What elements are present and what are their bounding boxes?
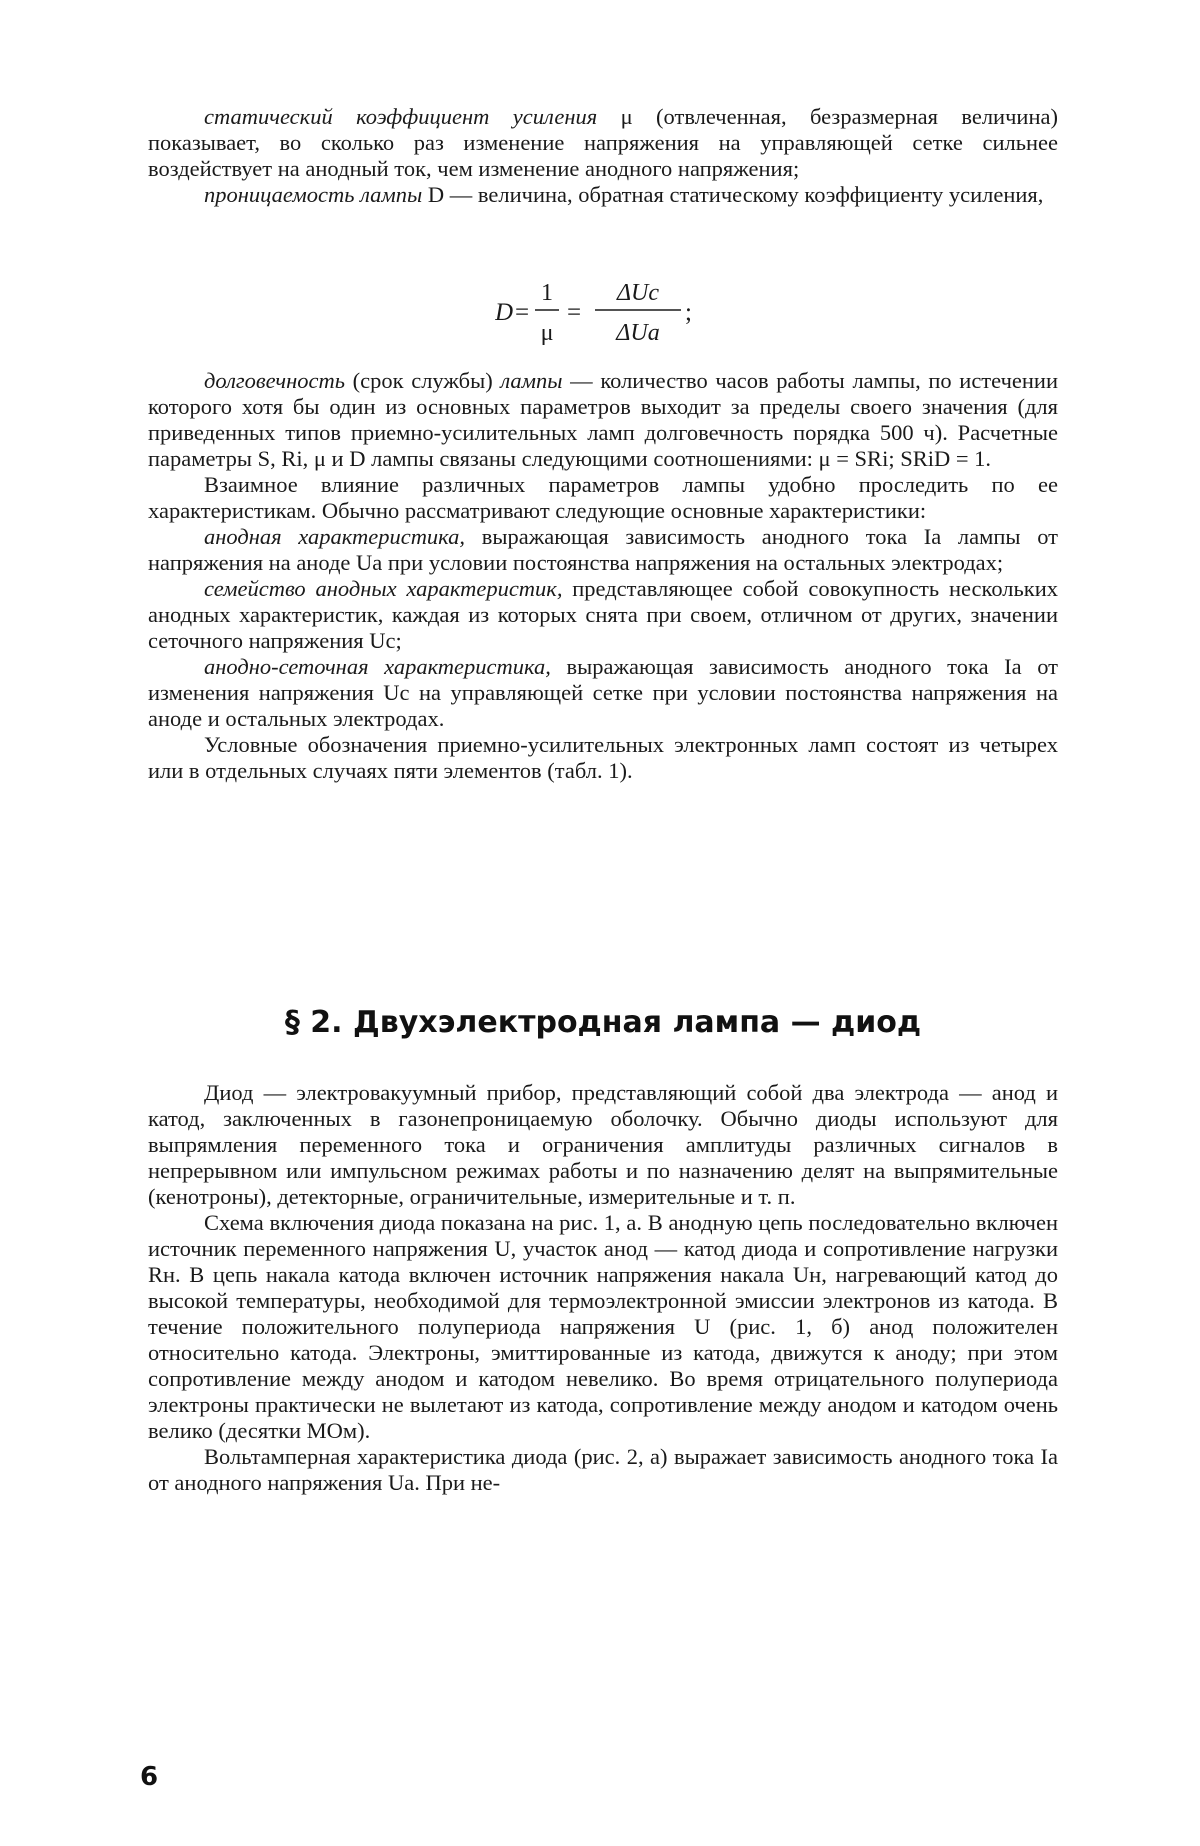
- term-permeability: проницаемость лампы: [204, 182, 423, 207]
- term-grid-characteristic: анодно-сеточная характеристика,: [204, 654, 551, 679]
- fraction2-denominator: ΔUa: [616, 320, 660, 346]
- definition-family-characteristics: представляющее собой совокупность нескольких анодных характеристик, каждая из которых снята при своем, отличном от других, значении сеточного напряжения Uс;: [148, 576, 1058, 653]
- page-number: 6: [140, 1762, 159, 1792]
- fraction2-numerator: ΔUc: [616, 280, 660, 306]
- paragraph-characteristics-intro: Взаимное влияние различных параметров лампы удобно проследить по ее характеристикам. Обычно рассматривают следующие основные характеристики:: [148, 472, 1058, 523]
- text-block-diode: [148, 1080, 1058, 1496]
- definition-anode-characteristic: выражающая зависимость анодного тока Iа лампы от напряжения на аноде Uа при условии постоянства напряжения на остальных электродах;: [148, 524, 1058, 575]
- paragraph-family-characteristics: [148, 576, 1058, 654]
- definition-permeability: D — величина, обратная статическому коэффициенту усиления,: [422, 182, 1044, 207]
- paragraph-permeability: [148, 182, 1058, 208]
- paragraph-designations: Условные обозначения приемно-усилительных электронных ламп состоят из четырех или в отдельных случаях пяти элементов (табл. 1).: [148, 732, 1058, 783]
- text-block-characteristics: [148, 368, 1058, 784]
- definition-gain-factor: μ (отвлеченная, безразмерная величина) показывает, во сколько раз изменение напряжения на управляющей сетке сильнее воздействует на анодный ток, чем изменение анодного напряжения;: [148, 104, 1058, 181]
- paragraph-volt-ampere: Вольтамперная характеристика диода (рис. 2, а) выражает зависимость анодного тока Iа от анодного напряжения Uа. При не-: [148, 1444, 1058, 1495]
- paragraph-durability: [148, 368, 1058, 472]
- definition-durability: — количество часов работы лампы, по истечении которого хотя бы один из основных параметров выходит за пределы своего значения (для приведенных типов приемно-усилительных ламп долговечность порядка 500 ч). Расчетные параметры S, Ri, μ и D лампы связаны следующими соотношениями: μ = SRi; SRiD = 1.: [148, 368, 1058, 471]
- text-block-parameters: [148, 104, 1058, 208]
- fraction1-denominator: μ: [540, 320, 554, 346]
- paragraph-diode-circuit: Схема включения диода показана на рис. 1, а. В анодную цепь последовательно включен источник переменного напряжения U, участок анод — катод диода и сопротивление нагрузки Rн. В цепь накала катода включен источник напряжения накала Uн, нагревающий катод до высокой температуры, необходимой для термоэлектронной эмиссии электронов из катода. В течение положительного полупериода напряжения U (рис. 1, б) анод положителен относительно катода. Электроны, эмиттированные из катода, движутся к аноду; при этом сопротивление между анодом и катодом невелико. Во время отрицательного полупериода электроны практически не вылетают из катода, сопротивление между анодом и катодом очень велико (десятки МОм).: [148, 1210, 1058, 1443]
- paragraph-grid-characteristic: [148, 654, 1058, 732]
- section-heading: § 2. Двухэлектродная лампа — диод: [284, 1005, 922, 1040]
- durability-mid: (срок службы): [345, 368, 501, 393]
- formula-semicolon: ;: [685, 299, 692, 326]
- formula-equals-1: =: [515, 299, 530, 326]
- term-family-characteristics: семейство анодных характеристик,: [204, 576, 563, 601]
- fraction1-numerator: 1: [541, 280, 553, 306]
- paragraph-anode-characteristic: [148, 524, 1058, 576]
- term-durability: долговечность: [204, 368, 345, 393]
- formula-equals-2: =: [567, 299, 582, 326]
- definition-grid-characteristic: выражающая зависимость анодного тока Iа от изменения напряжения Uс на управляющей сетке при условии постоянства напряжения на аноде и остальных электродах.: [148, 654, 1058, 731]
- formula-lhs: D: [495, 299, 514, 326]
- paragraph-diode-definition: Диод — электровакуумный прибор, представляющий собой два электрода — анод и катод, заключенных в газонепроницаемую оболочку. Обычно диоды используют для выпрямления переменного тока и ограничения амплитуды различных сигналов в непрерывном или импульсном режимах работы и по назначению делят на выпрямительные (кенотроны), детекторные, ограничительные, измерительные и т. п.: [148, 1080, 1058, 1209]
- paragraph-gain-factor: [148, 104, 1058, 182]
- term-gain-factor: статический коэффициент усиления: [204, 104, 598, 129]
- term-lamp: лампы: [500, 368, 563, 393]
- term-anode-characteristic: анодная характеристика,: [204, 524, 466, 549]
- formula-permeability: [495, 266, 795, 356]
